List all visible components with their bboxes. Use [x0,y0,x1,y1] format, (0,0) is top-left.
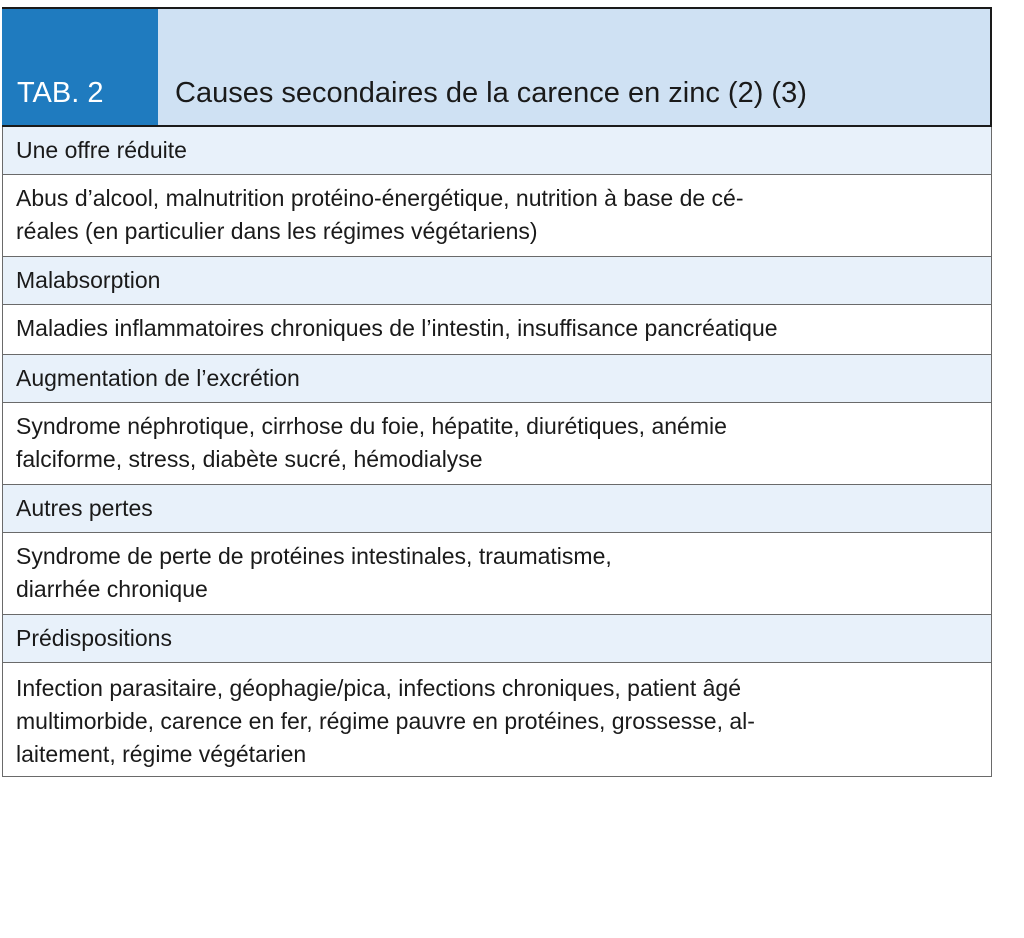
detail-row-predispositions [2,663,992,776]
category-row-other-losses: Autres pertes [2,485,992,533]
table-number: TAB. 2 [2,9,158,125]
detail-line: laitement, régime végétarien [16,741,307,767]
detail-row-increased-excretion [2,403,992,485]
detail-line: Infection parasitaire, géophagie/pica, infections chroniques, patient âgé [16,675,741,701]
category-row-malabsorption: Malabsorption [2,257,992,305]
table-header [2,9,992,127]
detail-row-other-losses [2,533,992,615]
detail-line: diarrhée chronique [16,576,208,602]
detail-line: Maladies inflammatoires chroniques de l’intestin, insuffisance pancréatique [16,315,778,341]
detail-line: falciforme, stress, diabète sucré, hémodialyse [16,446,483,472]
detail-line: Abus d’alcool, malnutrition protéino-énergétique, nutrition à base de cé- [16,185,744,211]
category-row-increased-excretion: Augmentation de l’excrétion [2,355,992,403]
category-row-predispositions: Prédispositions [2,615,992,663]
detail-row-malabsorption [2,305,992,355]
detail-row-reduced-supply [2,175,992,257]
zinc-deficiency-table [2,7,992,777]
detail-line: Syndrome néphrotique, cirrhose du foie, hépatite, diurétiques, anémie [16,413,727,439]
detail-line: multimorbide, carence en fer, régime pauvre en protéines, grossesse, al- [16,708,755,734]
table-title: Causes secondaires de la carence en zinc (2) (3) [158,9,990,125]
detail-line: Syndrome de perte de protéines intestinales, traumatisme, [16,543,612,569]
detail-line: réales (en particulier dans les régimes végétariens) [16,218,538,244]
category-row-reduced-supply: Une offre réduite [2,127,992,175]
